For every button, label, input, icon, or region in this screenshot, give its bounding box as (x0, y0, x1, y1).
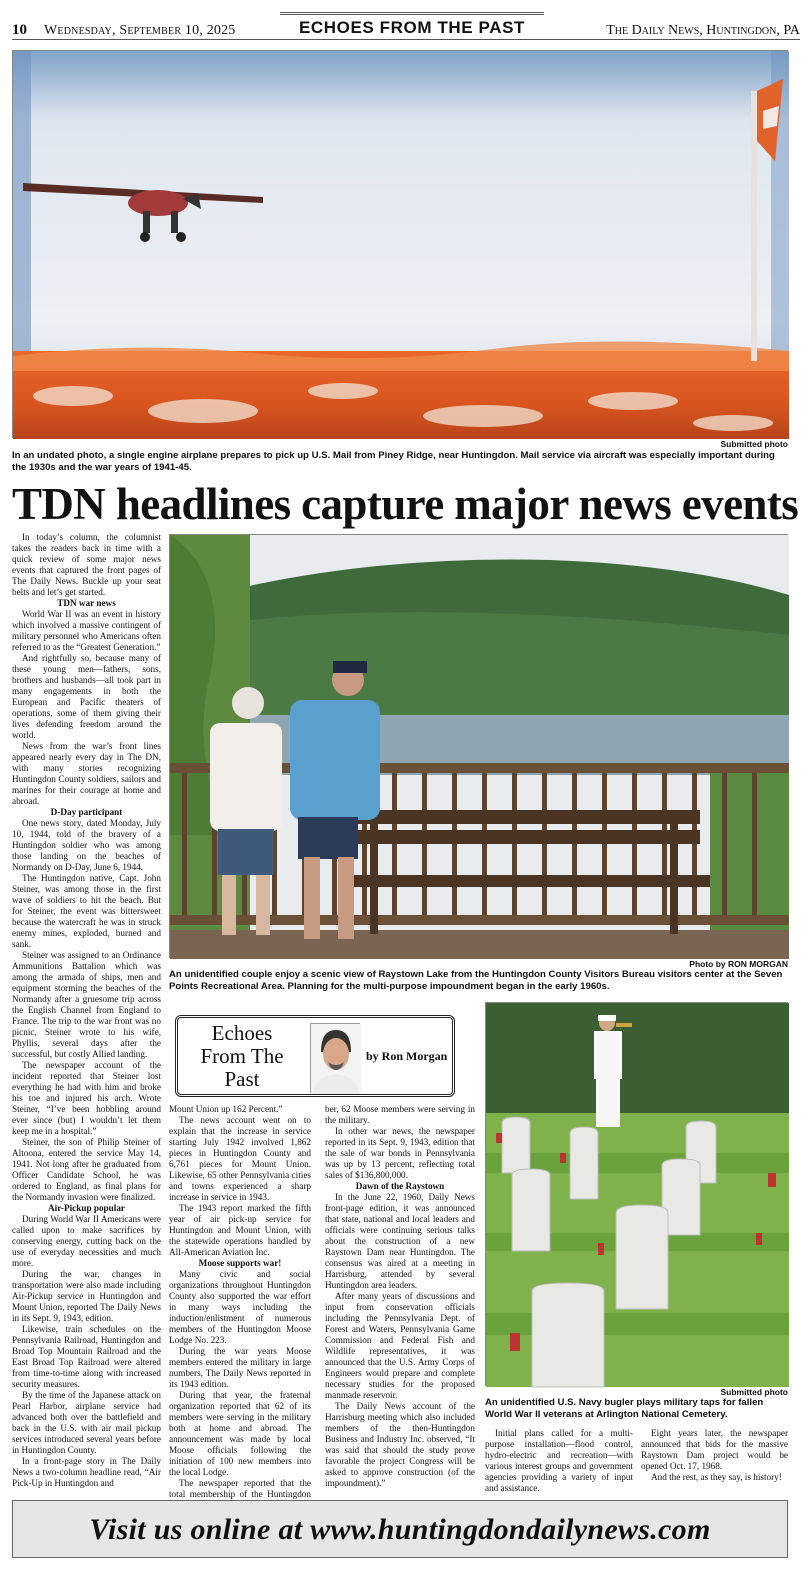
top-photo-credit: Submitted photo (720, 439, 788, 449)
column-byline: by Ron Morgan (366, 1049, 448, 1063)
paragraph: During World War II Americans were called upon to make sacrifices by conserving energy, cutting back on the use of everyday necessities and much more. (12, 1214, 161, 1268)
bugler-photo-credit: Submitted photo (720, 1387, 788, 1397)
lake-photo (169, 534, 788, 958)
paragraph: World War II was an event in history which involved a massive contingent of military personnel who Americans often referred to as the “Greatest Generation.” (12, 609, 161, 652)
paragraph: In the June 22, 1960, Daily News front-page edition, it was announced that state, national and local leaders and officials were continuing serious talks about the construction of a new Raystown Dam near Huntingdon. The consensus was aired at a meeting in Harrisburg, attended by several Huntingdon area leaders. (325, 1192, 475, 1290)
website-banner-text[interactable]: Visit us online at www.huntingdondailynews.com (89, 1513, 711, 1546)
paragraph: The Daily News account of the Harrisburg meeting which also included members of the then-Huntingdon Business and Industry Inc. observed, “It was said that should the study prove favorable the project Congress will be asked to approve construction (of the impoundment).” (325, 1401, 475, 1488)
lake-photo-caption: An unidentified couple enjoy a scenic view of Raystown Lake from the Huntingdon County Visitors Bureau visitors center at the Seven Points Recreational Area. Planning for the multi-purpose impoundment began in the early 1960s. (169, 969, 783, 992)
masthead (12, 8, 800, 40)
airplane-photo (12, 50, 788, 438)
headline: TDN headlines capture major news events (12, 479, 799, 529)
column-logo-box (175, 1015, 455, 1097)
article-column-5 (641, 1428, 788, 1498)
article-column-1 (12, 532, 161, 1492)
article-column-2 (169, 1104, 311, 1499)
paragraph: News from the war’s front lines appeared nearly every day in The DN, with many stories recognizing Huntingdon County soldiers, sailors and marines for their courage at home and abroad. (12, 741, 161, 806)
paragraph: Steiner was assigned to an Ordinance Ammunitions Battalion which was among the armada of ships, men and equipment storming the beaches of the Normandy after a gruesome trip across the English Channel from England to France. The trip to the war front was no picnic, Steiner wrote to his wife, Phyllis, several days after the successful, but costly Allied landing. (12, 950, 161, 1059)
lake-photo-image (170, 535, 789, 959)
article-column-3 (325, 1104, 475, 1496)
headshot-image (311, 1024, 361, 1094)
paragraph: In other war news, the newspaper reported in its Sept. 9, 1943, edition that the sale of war bonds in Pennsylvania was up by 13 percent, reflecting total sales of $136,800,000. (325, 1126, 475, 1180)
paragraph: During that year, the fraternal organization reported that 62 of its members were serving in the military both at home and abroad. The announcement was made by local Moose officials following the initiation of 100 new members into the local Lodge. (169, 1390, 311, 1477)
paragraph: Eight years later, the newspaper announced that bids for the massive Raystown Dam project would be opened Oct. 17, 1968. (641, 1428, 788, 1471)
paragraph: Mount Union up 162 Percent.” (169, 1104, 283, 1114)
airplane-photo-image (13, 51, 789, 439)
subhead: Moose supports war! (198, 1258, 282, 1268)
top-photo-caption: In an undated photo, a single engine airplane prepares to pick up U.S. Mail from Piney Ridge, near Huntingdon. Mail service via aircraft was especially important during the 1930s and the war years of 1941-45. (12, 450, 775, 473)
subhead: D-Day participant (50, 807, 123, 817)
article-column-4 (485, 1428, 633, 1498)
paragraph: One news story, dated Monday, July 10, 1944, told of the bravery of a Huntingdon soldier who was among those landing on the beaches of Normandy on D-Day, June 6, 1944. (12, 818, 161, 872)
paragraph: And rightfully so, because many of these young men—fathers, sons, brothers and husbands—all took part in many engagements in both the European and Pacific theaters of operations, some of them giving their lives defending freedom around the world. (12, 653, 161, 740)
columnist-headshot (310, 1023, 360, 1093)
paragraph: Initial plans called for a multi-purpose installation—flood control, hydro-electric and recreation—with various interest groups and government agencies providing a variety of input and assistance. (485, 1428, 633, 1493)
paragraph: During the war years Moose members entered the military in large numbers, The Daily News reported in its 1943 edition. (169, 1346, 311, 1389)
paragraph: And the rest, as they say, is history! (651, 1472, 782, 1482)
paragraph: Many civic and social organizations throughout Huntingdon County also supported the war effort in many ways including the induction/enlistment of numerous members of the Huntingdon Moose Lodge No. 223. (169, 1269, 311, 1345)
paragraph: The newspaper account of the incident reported that Steiner lost everything he had with him and broke his toe and injured his arch. Wrote Steiner, “I’ve been hobbling around ever since (but) I wouldn’t let them keep me in a hospital.” (12, 1060, 161, 1136)
paragraph: The newspaper reported that the total membership of the Huntingdon (169, 1478, 311, 1499)
paragraph: The Huntingdon native, Capt. John Steiner, was among those in the first wave of soldiers to hit the beach. But for Steiner, the event was bittersweet because the watercraft he was in struck enemy mines, exploded, burned and sank. (12, 873, 161, 949)
paragraph: The news account went on to explain that the increase in service starting July 1942 involved 1,862 pieces in Huntingdon County and 6,761 pieces for Mount Union. Likewise, 65 other Pennsylvania cities and towns experienced a sharp increase in service in 1943. (169, 1115, 311, 1202)
paragraph: ber, 62 Moose members were serving in the military. (325, 1104, 475, 1125)
paragraph: In a front-page story in The Daily News a two-column headline read, “Air Pick-Up in Huntingdon and (12, 1456, 161, 1488)
subhead: Dawn of the Raystown (355, 1181, 445, 1191)
paragraph: During the war, changes in transportation were also made including Air-Pickup service in Huntingdon and Mount Union, reported The Daily News in its Sept. 9, 1943, edition. (12, 1269, 161, 1323)
paragraph: In today’s column, the columnist takes the readers back in time with a quick review of some major news events that captured the front pages of The Daily News. Buckle up your seat belts and let’s get started. (12, 532, 161, 597)
paper-name: The Daily News, Huntingdon, PA (606, 23, 800, 38)
paragraph: By the time of the Japanese attack on Pearl Harbor, airplane service had advanced both over the battlefield and back in the U.S. with air mail pickup services introduced several years before in Huntingdon County. (12, 1390, 161, 1455)
page-number: 10 (12, 22, 27, 38)
column-title-line-1: Echoes (211, 1021, 273, 1045)
column-title (186, 1022, 298, 1091)
column-title-line-2: From The (200, 1044, 284, 1068)
paragraph: Steiner, the son of Philip Steiner of Altoona, entered the service May 14, 1941. Not long after he graduated from Officer Candidate School, he was ordered to England, as final plans for the Normandy invasion were finalized. (12, 1137, 161, 1202)
subhead: TDN war news (57, 598, 116, 608)
website-banner[interactable] (12, 1500, 788, 1558)
section-title: ECHOES FROM THE PAST (280, 12, 544, 38)
subhead: Air-Pickup popular (48, 1203, 125, 1213)
lake-photo-credit: Photo by RON MORGAN (689, 959, 788, 969)
bugler-photo-image (486, 1003, 789, 1387)
paragraph: After many years of discussions and input from conservation officials including the Pennsylvania Dept. of Forest and Waters, Pennsylvania Game Commission and Federal Fish and Wildlife representatives, it was announced that the U.S. Army Corps of Engineers would prepare and complete necessary studies for the proposed manmade reservoir. (325, 1291, 475, 1400)
bugler-photo (485, 1002, 788, 1386)
column-title-line-3: Past (224, 1067, 260, 1091)
paragraph: The 1943 report marked the fifth year of air pick-up service for Huntingdon and Mount Union, with the statewide operations handled by All-American Aviation Inc. (169, 1203, 311, 1257)
paragraph: Likewise, train schedules on the Pennsylvania Railroad, Huntingdon and Broad Top Mountain Railroad and the East Broad Top Railroad were altered from time-to-time along with increased security measures. (12, 1324, 161, 1389)
bugler-photo-caption: An unidentified U.S. Navy bugler plays military taps for fallen World War II veterans at Arlington National Cemetery. (485, 1397, 764, 1420)
issue-date: Wednesday, September 10, 2025 (44, 23, 236, 38)
